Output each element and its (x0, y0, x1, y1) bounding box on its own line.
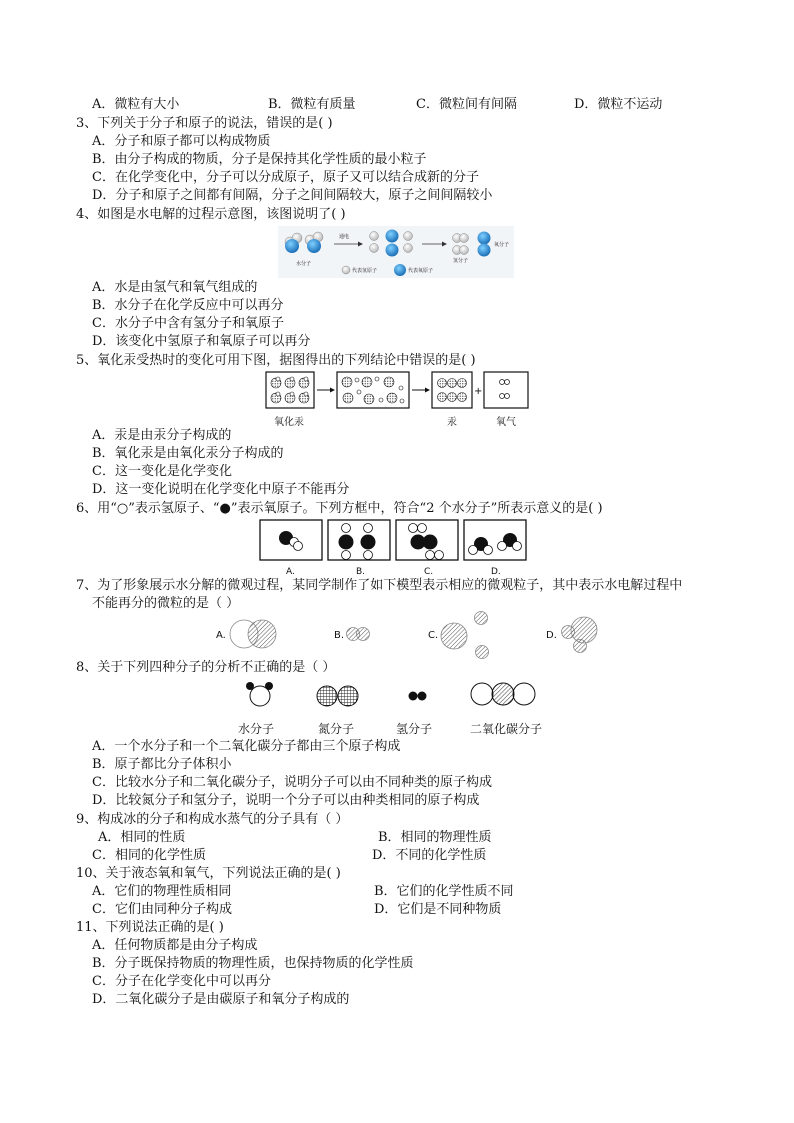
label-nitrogen-molecule: 氮分子 (318, 722, 355, 736)
q10-option-c: C．它们由同种分子构成 (92, 902, 232, 917)
q4-option-b: B．水分子在化学反应中可以再分 (92, 298, 284, 313)
q3-option-a: A．分子和原子都可以构成物质 (92, 134, 271, 149)
label-mercury-oxide: 氧化汞 (274, 417, 304, 428)
q3-stem: 3、下列关于分子和原子的说法，错误的是( ) (76, 116, 333, 131)
q8-option-d: D．比较氮分子和氢分子，说明一个分子可以由种类相同的原子构成 (92, 793, 480, 808)
q7-stem-line1: 7、为了形象展示水分解的微观过程，某同学制作了如下模型表示相应的微观粒子，其中表示水电解过程中 (76, 578, 683, 593)
q5-option-a: A．汞是由汞分子构成的 (92, 428, 232, 443)
q5-mercury-oxide-figure (264, 370, 530, 430)
q3-option-d: D．分子和原子之间都有间隔，分子之间间隔较大，原子之间间隔较小 (92, 188, 493, 203)
label-option-a: A. (216, 630, 226, 641)
label-carbon-dioxide-molecule: 二氧化碳分子 (470, 722, 543, 736)
q2-option-c: C．微粒间有间隔 (416, 97, 517, 112)
q4-option-d: D．该变化中氢原子和氧原子可以再分 (92, 334, 311, 349)
q6-water-molecule-options (258, 518, 530, 578)
q9-option-c: C．相同的化学性质 (92, 848, 206, 863)
q11-stem: 11、下列说法正确的是( ) (76, 920, 224, 935)
q8-option-a: A．一个水分子和一个二氧化碳分子都由三个原子构成 (92, 739, 401, 754)
q9-option-b: B．相同的物理性质 (378, 830, 492, 845)
label-hydrogen-molecule: 氢分子 (453, 258, 469, 264)
q5-option-b: B．氧化汞是由氧化汞分子构成的 (92, 446, 284, 461)
label-option-d: D. (546, 630, 557, 641)
label-water-molecule: 水分子 (296, 261, 312, 267)
label-electrify: 通电 (339, 234, 350, 240)
q5-stem: 5、氧化汞受热时的变化可用下图，据图得出的下列结论中错误的是( ) (76, 353, 476, 368)
plus-sign: + (474, 386, 483, 397)
label-option-b: B. (334, 630, 345, 641)
q10-option-b: B．它们的化学性质不同 (374, 884, 514, 899)
q3-option-c: C．在化学变化中，分子可以分成原子，原子又可以结合成新的分子 (92, 170, 479, 185)
label-hydrogen-molecule: 氢分子 (396, 722, 433, 736)
q11-option-d: D．二氧化碳分子是由碳原子和氧分子构成的 (92, 992, 350, 1007)
label-mercury: 汞 (447, 417, 457, 428)
q9-option-a: A．相同的性质 (98, 830, 186, 845)
label-option-c: C. (424, 567, 434, 577)
q11-option-c: C．分子在化学变化中可以再分 (92, 974, 271, 989)
label-option-c: C. (428, 630, 439, 641)
q11-option-a: A．任何物质都是由分子构成 (92, 938, 258, 953)
label-option-d: D. (491, 567, 501, 577)
q7-particle-models (216, 610, 606, 662)
q11-option-b: B．分子既保持物质的物理性质，也保持物质的化学性质 (92, 956, 414, 971)
q10-option-d: D．它们是不同种物质 (374, 902, 502, 917)
q4-option-a: A．水是由氢气和氧气组成的 (92, 280, 258, 295)
q8-stem: 8、关于下列四种分子的分析不正确的是（ ） (76, 660, 336, 675)
q8-molecule-figures (236, 678, 566, 740)
legend-oxygen-atom: 代表氧原子 (408, 268, 434, 274)
q2-option-d: D．微粒不运动 (574, 97, 663, 112)
q8-option-c: C．比较水分子和二氧化碳分子，说明分子可以由不同种类的原子构成 (92, 775, 492, 790)
q4-electrolysis-figure (278, 226, 514, 278)
q9-stem: 9、构成冰的分子和构成水蒸气的分子具有（ ） (76, 812, 349, 827)
q9-option-d: D．不同的化学性质 (372, 848, 487, 863)
label-oxygen-molecule: 氧分子 (494, 242, 510, 248)
q6-stem: 6、用“○”表示氢原子、“●”表示氧原子。下列方框中，符合“2 个水分子”所表示意义的是( ) (76, 501, 603, 516)
label-option-a: A. (286, 567, 295, 577)
q8-option-b: B．原子都比分子体积小 (92, 757, 232, 772)
q10-option-a: A．它们的物理性质相同 (92, 884, 232, 899)
q4-stem: 4、如图是水电解的过程示意图，该图说明了( ) (76, 207, 346, 222)
q10-stem: 10、关于液态氧和氧气，下列说法正确的是( ) (76, 866, 341, 881)
q4-option-c: C．水分子中含有氢分子和氧原子 (92, 316, 284, 331)
label-water-molecule: 水分子 (238, 722, 275, 736)
q3-option-b: B．由分子构成的物质，分子是保持其化学性质的最小粒子 (92, 152, 427, 167)
q5-option-c: C．这一变化是化学变化 (92, 464, 232, 479)
q5-option-d: D．这一变化说明在化学变化中原子不能再分 (92, 482, 350, 497)
q7-stem-line2: 不能再分的微粒的是（ ） (92, 596, 240, 611)
q2-option-a: A．微粒有大小 (92, 97, 180, 112)
q2-option-b: B．微粒有质量 (268, 97, 356, 112)
label-oxygen: 氧气 (496, 417, 516, 428)
legend-hydrogen-atom: 代表氢原子 (352, 268, 378, 274)
label-option-b: B. (356, 567, 366, 577)
